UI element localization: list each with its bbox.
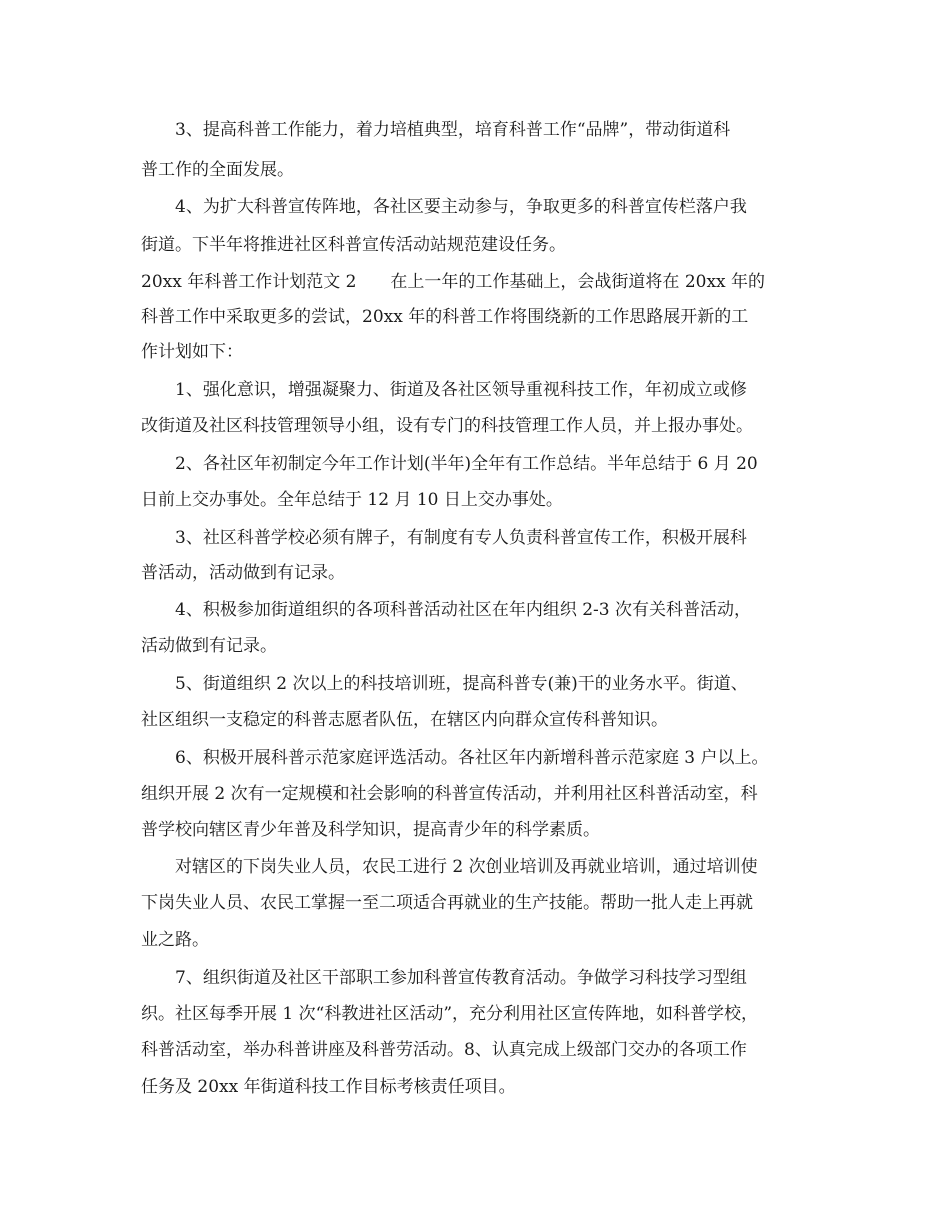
text-line: 作计划如下： (141, 342, 243, 362)
text-line: 4、积极参加街道组织的各项科普活动社区在年内组织 2-3 次有关科普活动， (175, 600, 751, 620)
text-line: 社区组织一支稳定的科普志愿者队伍，在辖区内向群众宣传科普知识。 (141, 710, 668, 730)
text-line: 科普活动室，举办科普讲座及科普劳活动。8、认真完成上级部门交办的各项工作 (141, 1040, 747, 1060)
text-line: 6、积极开展科普示范家庭评选活动。各社区年内新增科普示范家庭 3 户以上。 (175, 748, 769, 768)
text-line: 7、组织街道及社区干部职工参加科普宣传教育活动。争做学习科技学习型组 (175, 968, 747, 988)
text-line: 对辖区的下岗失业人员，农民工进行 2 次创业培训及再就业培训，通过培训使 (175, 857, 758, 877)
text-line: 普活动，活动做到有记录。 (141, 563, 345, 583)
text-line: 5、街道组织 2 次以上的科技培训班，提高科普专(兼)干的业务水平。街道、 (175, 674, 748, 694)
text-line: 改街道及社区科技管理领导小组，设有专门的科技管理工作人员，并上报办事处。 (141, 416, 753, 436)
text-line: 普工作的全面发展。 (141, 160, 294, 180)
text-line: 织。社区每季开展 1 次“科教进社区活动”，充分利用社区宣传阵地，如科普学校， (141, 1004, 759, 1024)
text-line: 1、强化意识，增强凝聚力、街道及各社区领导重视科技工作，年初成立或修 (175, 380, 747, 400)
text-line: 业之路。 (141, 930, 209, 950)
text-line: 下岗失业人员、农民工掌握一至二项适合再就业的生产技能。帮助一批人走上再就 (141, 893, 753, 913)
text-line: 任务及 20xx 年街道科技工作目标考核责任项目。 (141, 1077, 516, 1097)
text-line: 3、提高科普工作能力，着力培植典型，培育科普工作“品牌”，带动街道科 (175, 120, 731, 140)
text-line: 2、各社区年初制定今年工作计划(半年)全年有工作总结。半年总结于 6 月 20 (175, 454, 758, 474)
text-line: 普学校向辖区青少年普及科学知识，提高青少年的科学素质。 (141, 820, 600, 840)
text-line: 日前上交办事处。全年总结于 12 月 10 日上交办事处。 (141, 490, 563, 510)
text-line: 组织开展 2 次有一定规模和社会影响的科普宣传活动，并利用社区科普活动室，科 (141, 784, 758, 804)
text-line: 活动做到有记录。 (141, 636, 277, 656)
text-line: 街道。下半年将推进社区科普宣传活动站规范建设任务。 (141, 235, 566, 255)
text-line: 3、社区科普学校必须有牌子，有制度有专人负责科普宣传工作，积极开展科 (175, 528, 747, 548)
text-line: 4、为扩大科普宣传阵地，各社区要主动参与，争取更多的科普宣传栏落户我 (175, 197, 747, 217)
text-line: 20xx 年科普工作计划范文 2 在上一年的工作基础上，会战街道将在 20xx 年的 (141, 272, 766, 292)
text-line: 科普工作中采取更多的尝试，20xx 年的科普工作将围绕新的工作思路展开新的工 (141, 307, 749, 327)
